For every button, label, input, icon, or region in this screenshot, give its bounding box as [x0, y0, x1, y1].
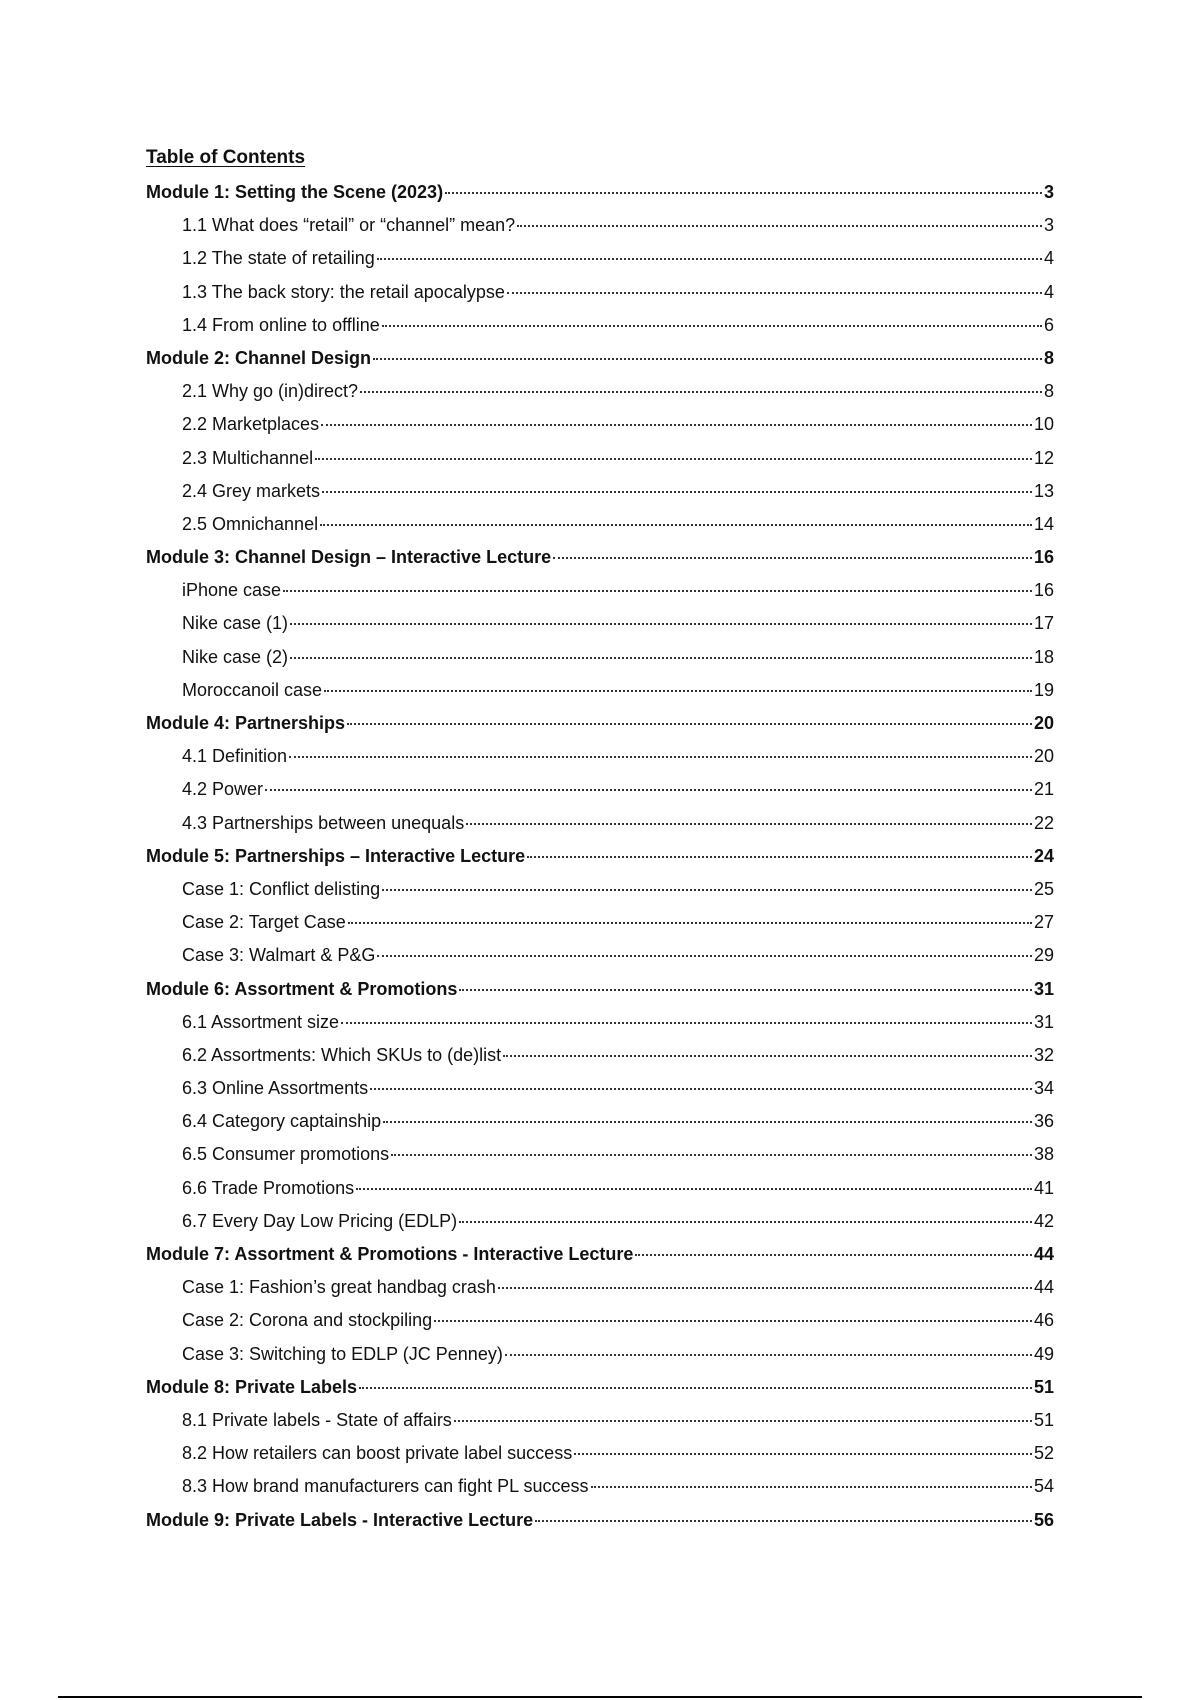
- dot-leader: [265, 787, 1032, 791]
- dot-leader: [382, 887, 1032, 891]
- dot-leader: [348, 920, 1032, 924]
- toc-section-entry[interactable]: [146, 1172, 1054, 1205]
- toc-entry-label: Module 1: Setting the Scene (2023): [146, 182, 444, 202]
- dot-leader: [527, 854, 1032, 858]
- toc-page-number: 16: [1033, 547, 1054, 568]
- dot-leader: [359, 1385, 1032, 1389]
- toc-page-number: 54: [1033, 1476, 1054, 1497]
- toc-entry-label: 6.7 Every Day Low Pricing (EDLP): [182, 1210, 458, 1231]
- dot-leader: [324, 688, 1032, 692]
- toc-section-entry[interactable]: [146, 740, 1054, 773]
- toc-page-number: 27: [1033, 912, 1054, 933]
- toc-page-number: 34: [1033, 1078, 1054, 1099]
- dot-leader: [434, 1318, 1032, 1322]
- toc-section-entry[interactable]: [146, 209, 1054, 242]
- toc-section-entry[interactable]: [146, 1138, 1054, 1171]
- toc-entry-label: 2.1 Why go (in)direct?: [182, 381, 359, 402]
- toc-entry-label: Case 2: Target Case: [182, 912, 346, 933]
- footer-rule: [58, 1696, 1142, 1698]
- dot-leader: [507, 290, 1042, 294]
- toc-section-entry[interactable]: [146, 1006, 1054, 1039]
- toc-entry-label: Nike case (2): [182, 646, 289, 667]
- dot-leader: [635, 1252, 1032, 1256]
- toc-entry-label: 2.4 Grey markets: [182, 480, 321, 501]
- dot-leader: [290, 621, 1032, 625]
- dot-leader: [341, 1020, 1032, 1024]
- toc-page-number: 52: [1033, 1443, 1054, 1464]
- dot-leader: [377, 256, 1042, 260]
- toc-module-entry[interactable]: [146, 1504, 1054, 1537]
- toc-section-entry[interactable]: [146, 674, 1054, 707]
- toc-page-number: 19: [1033, 679, 1054, 700]
- toc-page-number: 10: [1033, 414, 1054, 435]
- toc-page-number: 13: [1033, 480, 1054, 501]
- toc-entry-label: Case 2: Corona and stockpiling: [182, 1310, 433, 1331]
- toc-section-entry[interactable]: [146, 309, 1054, 342]
- dot-leader: [535, 1518, 1032, 1522]
- toc-entry-label: 1.2 The state of retailing: [182, 248, 375, 269]
- dot-leader: [503, 1053, 1032, 1057]
- dot-leader: [391, 1152, 1032, 1156]
- toc-section-entry[interactable]: [146, 641, 1054, 674]
- toc-module-entry[interactable]: [146, 840, 1054, 873]
- toc-entry-label: 6.5 Consumer promotions: [182, 1144, 390, 1165]
- toc-entry-label: 2.3 Multichannel: [182, 447, 314, 468]
- toc-entry-label: Case 1: Conflict delisting: [182, 878, 381, 899]
- toc-module-entry[interactable]: [146, 342, 1054, 375]
- toc-page-number: 8: [1043, 347, 1054, 368]
- toc-section-entry[interactable]: [146, 1338, 1054, 1371]
- dot-leader: [322, 489, 1032, 493]
- dot-leader: [320, 522, 1032, 526]
- toc-page-number: 25: [1033, 878, 1054, 899]
- toc-entry-label: 4.3 Partnerships between unequals: [182, 812, 465, 833]
- dot-leader: [517, 223, 1042, 227]
- toc-page-number: 42: [1033, 1210, 1054, 1231]
- toc-entry-label: 6.2 Assortments: Which SKUs to (de)list: [182, 1044, 502, 1065]
- toc-entry-label: Moroccanoil case: [182, 679, 323, 700]
- toc-entry-label: 4.2 Power: [182, 779, 264, 800]
- toc-section-entry[interactable]: [146, 906, 1054, 939]
- toc-entry-label: 1.3 The back story: the retail apocalypse: [182, 281, 505, 302]
- toc-entry-label: Case 1: Fashion’s great handbag crash: [182, 1277, 496, 1298]
- toc-page-number: 38: [1033, 1144, 1054, 1165]
- toc-entry-label: Module 7: Assortment & Promotions - Interactive Lecture: [146, 1244, 634, 1264]
- toc-page-number: 8: [1043, 381, 1054, 402]
- toc-section-entry[interactable]: [146, 574, 1054, 607]
- toc-section-entry[interactable]: [146, 1304, 1054, 1337]
- dot-leader: [498, 1285, 1032, 1289]
- toc-page-number: 22: [1033, 812, 1054, 833]
- toc-entry-label: 6.3 Online Assortments: [182, 1078, 369, 1099]
- toc-entry-label: 6.6 Trade Promotions: [182, 1177, 355, 1198]
- toc-section-entry[interactable]: [146, 442, 1054, 475]
- toc-entry-label: Case 3: Walmart & P&G: [182, 945, 376, 966]
- toc-section-entry[interactable]: [146, 1072, 1054, 1105]
- dot-leader: [347, 721, 1032, 725]
- dot-leader: [315, 456, 1032, 460]
- toc-list: [146, 176, 1054, 1537]
- toc-entry-label: 8.1 Private labels - State of affairs: [182, 1409, 452, 1430]
- toc-entry-label: 2.5 Omnichannel: [182, 513, 319, 534]
- toc-page-number: 4: [1043, 248, 1054, 269]
- toc-page-number: 20: [1033, 746, 1054, 767]
- toc-page-number: 32: [1033, 1044, 1054, 1065]
- toc-page-number: 14: [1033, 513, 1054, 534]
- toc-entry-label: Module 9: Private Labels - Interactive Lecture: [146, 1509, 534, 1530]
- toc-entry-label: 6.4 Category captainship: [182, 1111, 382, 1132]
- dot-leader: [356, 1186, 1032, 1190]
- toc-page-number: 51: [1033, 1376, 1054, 1397]
- toc-page-number: 46: [1033, 1310, 1054, 1331]
- toc-section-entry[interactable]: [146, 1470, 1054, 1503]
- dot-leader: [505, 1352, 1032, 1356]
- toc-page-number: 51: [1033, 1409, 1054, 1430]
- dot-leader: [459, 1219, 1032, 1223]
- dot-leader: [466, 821, 1032, 825]
- toc-module-entry[interactable]: [146, 1238, 1054, 1271]
- toc-page-number: 36: [1033, 1111, 1054, 1132]
- toc-module-entry[interactable]: [146, 1371, 1054, 1404]
- toc-section-entry[interactable]: [146, 508, 1054, 541]
- dot-leader: [321, 422, 1032, 426]
- toc-entry-label: 6.1 Assortment size: [182, 1011, 340, 1032]
- toc-section-entry[interactable]: [146, 375, 1054, 408]
- dot-leader: [290, 655, 1032, 659]
- toc-page-number: 56: [1033, 1509, 1054, 1530]
- toc-entry-label: 4.1 Definition: [182, 746, 288, 767]
- toc-entry-label: Module 3: Channel Design – Interactive Lecture: [146, 547, 552, 568]
- toc-entry-label: Module 4: Partnerships: [146, 713, 346, 733]
- toc-entry-label: Nike case (1): [182, 613, 289, 634]
- toc-page-number: 20: [1033, 713, 1054, 733]
- toc-section-entry[interactable]: [146, 242, 1054, 275]
- dot-leader: [382, 323, 1042, 327]
- toc-page-number: 12: [1033, 447, 1054, 468]
- toc-page-number: 6: [1043, 314, 1054, 335]
- toc-section-entry[interactable]: [146, 1271, 1054, 1304]
- toc-section-entry[interactable]: [146, 873, 1054, 906]
- toc-section-entry[interactable]: [146, 1205, 1054, 1238]
- dot-leader: [454, 1418, 1032, 1422]
- toc-section-entry[interactable]: [146, 773, 1054, 806]
- toc-section-entry[interactable]: [146, 475, 1054, 508]
- dot-leader: [370, 1086, 1032, 1090]
- toc-module-entry[interactable]: [146, 541, 1054, 574]
- toc-page-number: 41: [1033, 1177, 1054, 1198]
- dot-leader: [459, 987, 1032, 991]
- toc-entry-label: iPhone case: [182, 580, 282, 601]
- dot-leader: [283, 588, 1032, 592]
- table-of-contents: [146, 144, 1054, 1537]
- toc-entry-label: Module 6: Assortment & Promotions: [146, 978, 458, 999]
- dot-leader: [289, 754, 1032, 758]
- toc-page-number: 31: [1033, 978, 1054, 999]
- dot-leader: [373, 356, 1042, 360]
- toc-page-number: 44: [1033, 1244, 1054, 1264]
- toc-entry-label: 8.3 How brand manufacturers can fight PL success: [182, 1476, 589, 1497]
- dot-leader: [445, 190, 1042, 194]
- dot-leader: [383, 1119, 1032, 1123]
- dot-leader: [360, 389, 1042, 393]
- toc-entry-label: Module 8: Private Labels: [146, 1376, 358, 1397]
- toc-page-number: 18: [1033, 646, 1054, 667]
- dot-leader: [591, 1484, 1032, 1488]
- toc-entry-label: 2.2 Marketplaces: [182, 414, 320, 435]
- toc-page-number: 4: [1043, 281, 1054, 302]
- toc-page-number: 49: [1033, 1343, 1054, 1364]
- dot-leader: [377, 953, 1032, 957]
- toc-section-entry[interactable]: [146, 607, 1054, 640]
- toc-section-entry[interactable]: [146, 1437, 1054, 1470]
- toc-page-number: 44: [1033, 1277, 1054, 1298]
- toc-page-number: 3: [1043, 182, 1054, 202]
- toc-module-entry[interactable]: [146, 973, 1054, 1006]
- dot-leader: [553, 555, 1032, 559]
- toc-entry-label: 1.1 What does “retail” or “channel” mean?: [182, 215, 516, 236]
- toc-section-entry[interactable]: [146, 1404, 1054, 1437]
- toc-page-number: 3: [1043, 215, 1054, 236]
- dot-leader: [574, 1451, 1032, 1455]
- toc-page-number: 17: [1033, 613, 1054, 634]
- toc-entry-label: Module 5: Partnerships – Interactive Lecture: [146, 845, 526, 866]
- toc-page-number: 16: [1033, 580, 1054, 601]
- toc-module-entry[interactable]: [146, 176, 1054, 209]
- toc-page-number: 21: [1033, 779, 1054, 800]
- toc-section-entry[interactable]: [146, 1039, 1054, 1072]
- toc-entry-label: Case 3: Switching to EDLP (JC Penney): [182, 1343, 503, 1364]
- toc-page-number: 24: [1033, 845, 1054, 866]
- toc-section-entry[interactable]: [146, 1105, 1054, 1138]
- toc-module-entry[interactable]: [146, 707, 1054, 740]
- toc-entry-label: 8.2 How retailers can boost private label success: [182, 1443, 573, 1464]
- toc-page-number: 31: [1033, 1011, 1054, 1032]
- toc-section-entry[interactable]: [146, 276, 1054, 309]
- toc-section-entry[interactable]: [146, 939, 1054, 972]
- toc-title: Table of Contents: [146, 147, 306, 168]
- toc-entry-label: 1.4 From online to offline: [182, 314, 380, 335]
- toc-section-entry[interactable]: [146, 807, 1054, 840]
- toc-entry-label: Module 2: Channel Design: [146, 347, 372, 368]
- toc-page-number: 29: [1033, 945, 1054, 966]
- toc-section-entry[interactable]: [146, 408, 1054, 441]
